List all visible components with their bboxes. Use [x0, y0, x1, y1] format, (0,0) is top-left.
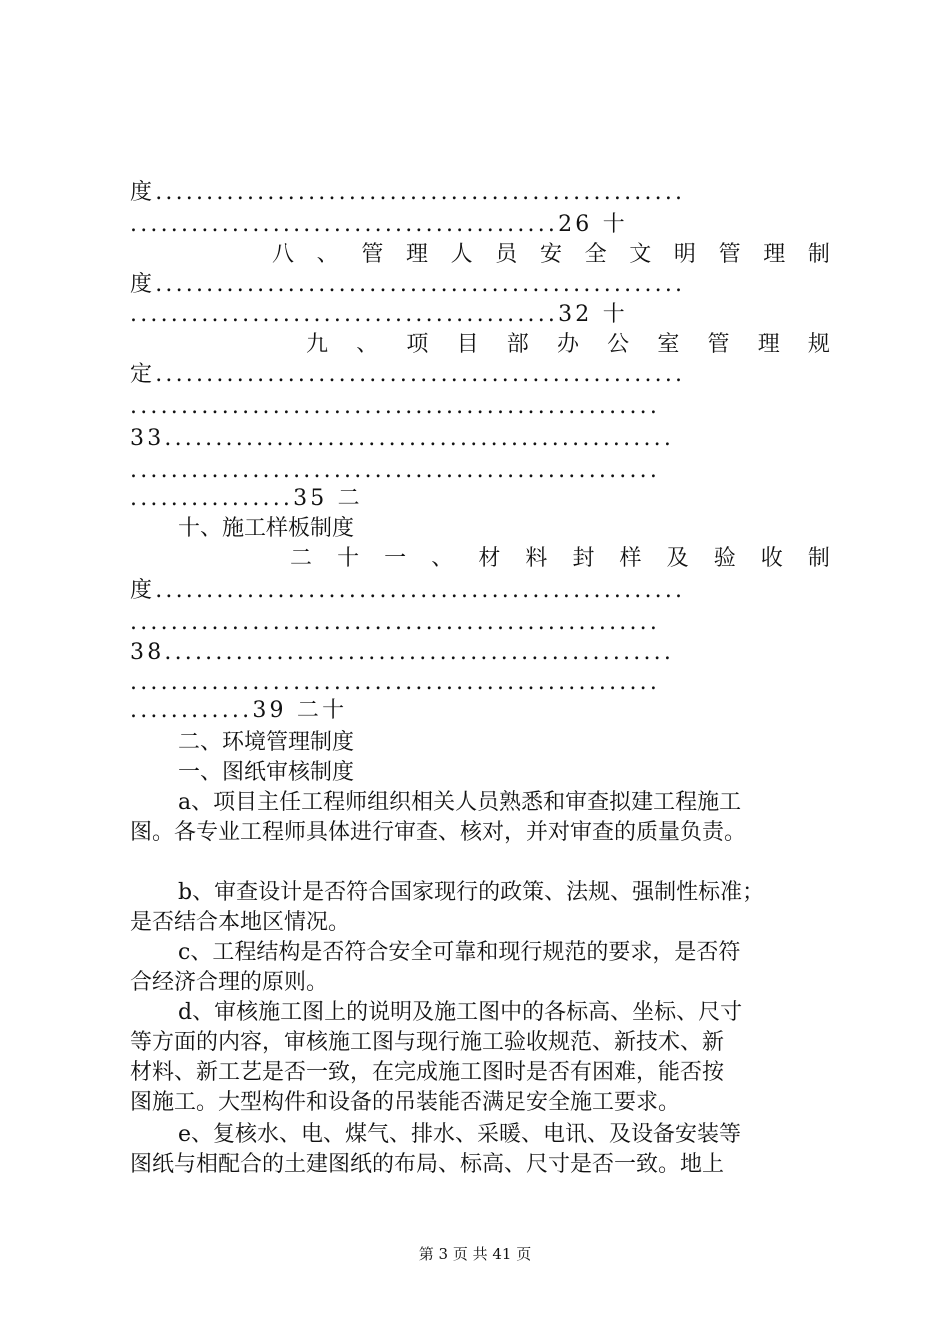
toc-line: .................................................... [130, 394, 661, 419]
toc-line: 度.................................................... [130, 180, 686, 205]
toc-title-char: 室 [657, 332, 680, 357]
toc-line: .................................................... [130, 670, 661, 695]
toc-title-char: 办 [556, 332, 579, 357]
toc-line: 度.................................................... [130, 272, 686, 297]
toc-line: .................................................... [130, 610, 661, 635]
toc-title-char: 制 [807, 546, 830, 571]
toc-title-char: 制 [807, 242, 830, 267]
paragraph-e-line: e、复核水、电、煤气、排水、采暖、电讯、及设备安装等 [178, 1122, 742, 1147]
toc-title-char: 、 [316, 242, 339, 267]
toc-title-char: 理 [763, 242, 786, 267]
toc-title-char: 封 [572, 546, 595, 571]
toc-title-char: 收 [760, 546, 783, 571]
paragraph-b-line: 是否结合本地区情况。 [130, 910, 351, 935]
paragraph-b-line: b、审查设计是否符合国家现行的政策、法规、强制性标准； [178, 880, 765, 905]
paragraph-d-line: 等方面的内容，审核施工图与现行施工验收规范、新技术、新 [130, 1030, 725, 1055]
toc-line: ..........................................32 十 [130, 302, 628, 327]
toc-line: 38.................................................. [130, 640, 675, 665]
toc-title-char: 目 [456, 332, 479, 357]
toc-entry-title [290, 544, 830, 574]
toc-line: ............39 二十 [130, 698, 348, 723]
paragraph-c-line: 合经济合理的原则。 [130, 970, 329, 995]
paragraph-d-line: 材料、新工艺是否一致，在完成施工图时是否有困难，能否按 [130, 1060, 725, 1085]
toc-title-char: 及 [666, 546, 689, 571]
section-heading: 一、图纸审核制度 [178, 760, 355, 785]
paragraph-d-line: d、审核施工图上的说明及施工图中的各标高、坐标、尺寸 [178, 1000, 743, 1025]
toc-line: 度.................................................... [130, 578, 686, 603]
toc-title-char: 九 [306, 332, 329, 357]
toc-line: ................35 二 [130, 486, 363, 511]
toc-line: .................................................... [130, 458, 661, 483]
toc-title-char: 部 [506, 332, 529, 357]
toc-title-char: 管 [707, 332, 730, 357]
toc-title-char: 十 [337, 546, 360, 571]
toc-line: 定.................................................... [130, 362, 686, 387]
toc-title-char: 、 [356, 332, 379, 357]
toc-line: 33.................................................. [130, 426, 675, 451]
toc-title-char: 明 [673, 242, 696, 267]
page-footer: 第 3 页 共 41 页 [418, 1245, 532, 1263]
paragraph-e-line: 图纸与相配合的土建图纸的布局、标高、尺寸是否一致。地上 [130, 1152, 725, 1177]
toc-line: ..........................................26 十 [130, 212, 628, 237]
toc-title-char: 二 [290, 546, 313, 571]
paragraph-d-line: 图施工。大型构件和设备的吊装能否满足安全施工要求。 [130, 1090, 681, 1115]
toc-title-char: 管 [361, 242, 384, 267]
toc-title-char: 料 [525, 546, 548, 571]
toc-entry-title [272, 240, 830, 270]
paragraph-a-line: 图。各专业工程师具体进行审查、核对，并对审查的质量负责。 [130, 820, 747, 845]
toc-entry-title: 二、环境管理制度 [178, 730, 355, 755]
toc-entry-title [306, 330, 830, 360]
toc-title-char: 公 [607, 332, 630, 357]
toc-title-char: 八 [272, 242, 295, 267]
toc-entry-title: 十、施工样板制度 [178, 516, 355, 541]
toc-title-char: 理 [757, 332, 780, 357]
toc-title-char: 规 [807, 332, 830, 357]
toc-title-char: 验 [713, 546, 736, 571]
toc-title-char: 一 [384, 546, 407, 571]
toc-title-char: 人 [450, 242, 473, 267]
toc-title-char: 材 [478, 546, 501, 571]
paragraph-a-line: a、项目主任工程师组织相关人员熟悉和审查拟建工程施工 [178, 790, 742, 815]
toc-title-char: 文 [629, 242, 652, 267]
paragraph-c-line: c、工程结构是否符合安全可靠和现行规范的要求，是否符 [178, 940, 741, 965]
toc-title-char: 员 [495, 242, 518, 267]
toc-title-char: 样 [619, 546, 642, 571]
toc-title-char: 理 [405, 242, 428, 267]
toc-title-char: 全 [584, 242, 607, 267]
toc-title-char: 管 [718, 242, 741, 267]
toc-title-char: 、 [431, 546, 454, 571]
toc-title-char: 安 [539, 242, 562, 267]
toc-title-char: 项 [406, 332, 429, 357]
